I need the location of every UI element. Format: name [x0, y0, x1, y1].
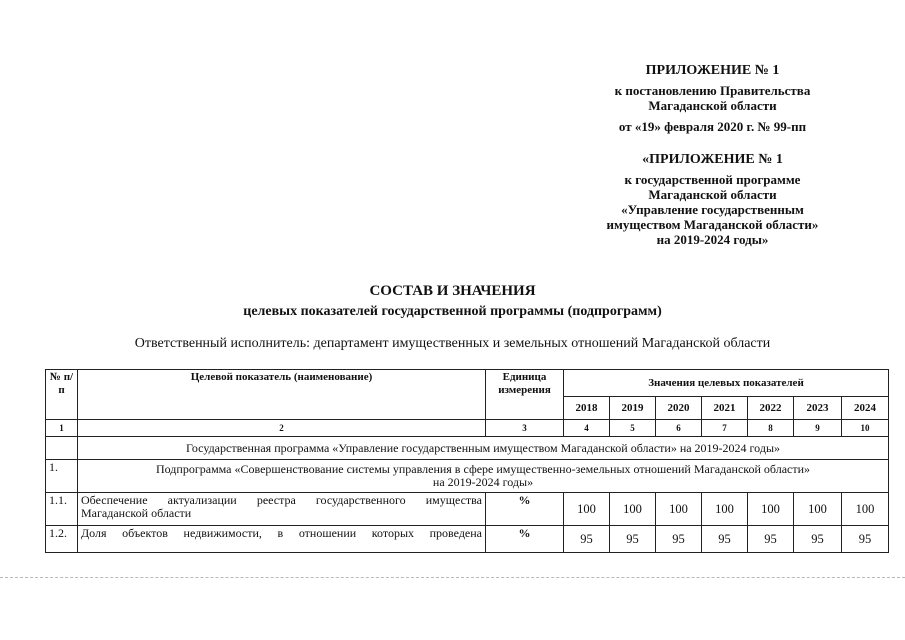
header-year: 2021 — [702, 397, 748, 420]
row-value: 95 — [656, 526, 702, 553]
appendix-program-line: «Управление государственным — [621, 202, 804, 217]
appendix-decree-title: ПРИЛОЖЕНИЕ № 1 — [645, 63, 780, 78]
row-unit: % — [486, 526, 564, 553]
column-number: 6 — [656, 420, 702, 437]
subprogram-num: 1. — [46, 460, 78, 493]
appendix-program-line: к государственной программе — [624, 172, 801, 187]
header-year: 2020 — [656, 397, 702, 420]
table-row — [46, 526, 889, 553]
column-number: 2 — [78, 420, 486, 437]
subprogram-period: на 2019-2024 годы» — [432, 475, 534, 489]
header-num: № п/п — [46, 370, 78, 420]
appendix-program-title: «ПРИЛОЖЕНИЕ № 1 — [642, 152, 783, 167]
program-row: Государственная программа «Управление государственным имуществом Магаданской области» на 2019-2024 годы» — [78, 437, 889, 460]
row-indicator-name: Обеспечение актуализации реестра государственного имущества Магаданской области — [78, 493, 486, 526]
row-value: 95 — [748, 526, 794, 553]
subprogram-row — [78, 460, 889, 493]
appendix-decree-block — [560, 63, 865, 134]
row-value: 100 — [656, 493, 702, 526]
appendix-program-line: Магаданской области — [648, 187, 777, 202]
page-edge — [0, 577, 905, 578]
column-number: 3 — [486, 420, 564, 437]
row-value: 95 — [794, 526, 842, 553]
row-value: 100 — [748, 493, 794, 526]
row-num: 1.1. — [46, 493, 78, 526]
header-values-group: Значения целевых показателей — [564, 370, 889, 397]
header-year: 2022 — [748, 397, 794, 420]
header-indicator: Целевой показатель (наименование) — [78, 370, 486, 420]
row-value: 100 — [842, 493, 889, 526]
row-value: 95 — [702, 526, 748, 553]
subprogram-name: Подпрограмма «Совершенствование системы управления в сфере имущественно-земельных отношений Магаданской области» — [155, 462, 811, 476]
column-number: 5 — [610, 420, 656, 437]
row-value: 100 — [794, 493, 842, 526]
appendix-program-block — [560, 152, 865, 247]
header-unit: Единица измерения — [486, 370, 564, 420]
document-title: СОСТАВ И ЗНАЧЕНИЯ — [369, 283, 536, 299]
header-year: 2024 — [842, 397, 889, 420]
appendix-decree-line: к постановлению Правительства — [614, 83, 811, 98]
header-year: 2023 — [794, 397, 842, 420]
appendix-program-line: имуществом Магаданской области» — [606, 217, 819, 232]
row-value: 95 — [610, 526, 656, 553]
responsible-executor: Ответственный исполнитель: департамент имущественных и земельных отношений Магаданской области — [134, 336, 771, 351]
row-value: 100 — [702, 493, 748, 526]
row-value: 95 — [564, 526, 610, 553]
row-indicator-name: Доля объектов недвижимости, в отношении которых проведена — [78, 526, 486, 553]
column-number: 1 — [46, 420, 78, 437]
row-num: 1.2. — [46, 526, 78, 553]
column-number: 10 — [842, 420, 889, 437]
column-number: 7 — [702, 420, 748, 437]
appendix-program-line: на 2019-2024 годы» — [656, 232, 769, 247]
row-value: 100 — [610, 493, 656, 526]
row-value: 100 — [564, 493, 610, 526]
table-row — [46, 493, 889, 526]
row-value: 95 — [842, 526, 889, 553]
document-subtitle: целевых показателей государственной программы (подпрограмм) — [243, 304, 662, 319]
column-number: 4 — [564, 420, 610, 437]
indicators-table — [45, 369, 889, 553]
column-number: 9 — [794, 420, 842, 437]
column-number: 8 — [748, 420, 794, 437]
appendix-decree-line: Магаданской области — [648, 98, 777, 113]
header-year: 2018 — [564, 397, 610, 420]
header-year: 2019 — [610, 397, 656, 420]
row-unit: % — [486, 493, 564, 526]
appendix-decree-date: от «19» февраля 2020 г. № 99-пп — [618, 119, 807, 134]
